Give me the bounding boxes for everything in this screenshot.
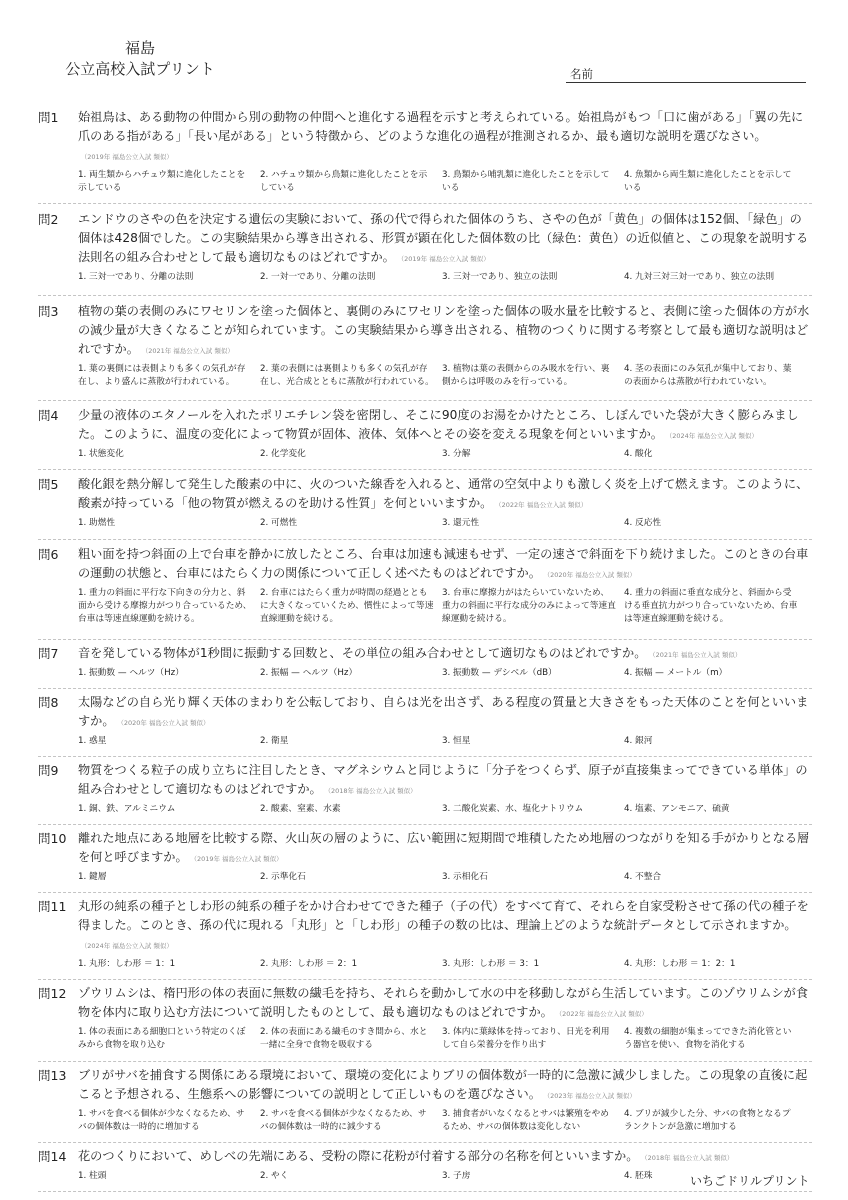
choice-option-3[interactable]: 3. 鳥類から哺乳類に進化したことを示している bbox=[442, 170, 610, 193]
question-text bbox=[78, 644, 812, 665]
choice-option-3[interactable]: 3. 捕食者がいなくなるとサバは繁殖をやめるため、サバの個体数は変化しない bbox=[442, 1109, 609, 1132]
question-number: 問2 bbox=[38, 212, 59, 227]
choice-row bbox=[78, 587, 812, 626]
choice-option-1[interactable]: 1. 丸形：しわ形 ＝ 1：1 bbox=[78, 959, 176, 969]
question-source: （2019年 福島公立入試 類似） bbox=[193, 855, 283, 863]
question-source: （2018年 福島公立入試 類似） bbox=[327, 787, 417, 795]
question-stem: 音を発している物体が1秒間に振動する回数と、その単位の組み合わせとして適切なものはどれですか。 bbox=[78, 646, 647, 660]
choice-option-4[interactable]: 4. 銀河 bbox=[624, 736, 653, 746]
choice-option-3[interactable]: 3. 振動数 — デシベル（dB） bbox=[442, 668, 557, 678]
choice-option-2[interactable]: 2. 振幅 — ヘルツ（Hz） bbox=[260, 668, 358, 678]
question-source: （2021年 福島公立入試 類似） bbox=[144, 347, 234, 355]
question-body bbox=[78, 644, 812, 680]
footer-brand: いちごドリルプリント bbox=[690, 1174, 810, 1188]
choice-option-2[interactable]: 2. 化学変化 bbox=[260, 449, 306, 459]
question-number: 問12 bbox=[38, 986, 67, 1001]
question-body bbox=[78, 108, 812, 195]
question-body bbox=[78, 1066, 812, 1134]
question-number: 問10 bbox=[38, 831, 67, 846]
choice-option-3[interactable]: 3. 分解 bbox=[442, 449, 471, 459]
choice-option-3[interactable]: 3. 還元性 bbox=[442, 518, 480, 528]
title-subject: 公立高校入試プリント bbox=[65, 60, 215, 78]
choice-option-2[interactable]: 2. 衛星 bbox=[260, 736, 289, 746]
choice-option-2[interactable]: 2. 丸形：しわ形 ＝ 2：1 bbox=[260, 959, 358, 969]
choice-option-1[interactable]: 1. 銅、鉄、アルミニウム bbox=[78, 804, 176, 814]
choice-row bbox=[78, 1026, 812, 1052]
choice-option-4[interactable]: 4. 丸形：しわ形 ＝ 1：2：1 bbox=[624, 959, 736, 969]
choice-option-1[interactable]: 1. 重力の斜面に平行な下向きの分力と、斜面から受ける摩擦力がつり合っているため、台車は等速直線運動を続ける。 bbox=[78, 588, 252, 624]
question-text bbox=[78, 108, 812, 167]
choice-option-3[interactable]: 3. 二酸化炭素、水、塩化ナトリウム bbox=[442, 804, 584, 814]
question-number: 問4 bbox=[38, 408, 59, 423]
choice-row bbox=[78, 363, 812, 389]
choice-option-1[interactable]: 1. 鍵層 bbox=[78, 872, 107, 882]
choice-option-4[interactable]: 4. 酸化 bbox=[624, 449, 653, 459]
question-source: （2020年 福島公立入試 類似） bbox=[546, 571, 636, 579]
choice-row bbox=[78, 169, 812, 195]
question-number: 問14 bbox=[38, 1149, 67, 1164]
question-stem: 植物の葉の表側のみにワセリンを塗った個体と、裏側のみにワセリンを塗った個体の吸水量を比較すると、表側に塗った個体の方が水の減少量が大きくなることが知られています。この実験結果から導き出される、植物のつくりに関する考察として最も適切な説明はどれですか。 bbox=[78, 304, 810, 356]
choice-option-1[interactable]: 1. サバを食べる個体が少なくなるため、サバの個体数は一時的に増加する bbox=[78, 1109, 245, 1132]
choice-option-4[interactable]: 4. 重力の斜面に垂直な成分と、斜面から受ける垂直抗力がつり合っていないため、台車は等速直線運動を続ける。 bbox=[624, 588, 798, 624]
choice-row bbox=[78, 735, 812, 748]
question-number: 問8 bbox=[38, 695, 59, 710]
question-number: 問5 bbox=[38, 477, 59, 492]
choice-option-2[interactable]: 2. 葉の表側には裏側よりも多くの気孔が存在し、光合成とともに蒸散が行われている。 bbox=[260, 364, 434, 387]
question-stem: 太陽などの自ら光り輝く天体のまわりを公転しており、自らは光を出さず、ある程度の質量と大きさをもった天体のことを何といいますか。 bbox=[78, 695, 809, 728]
question-body bbox=[78, 829, 812, 884]
choice-option-3[interactable]: 3. 三対一であり、独立の法則 bbox=[442, 272, 558, 282]
choice-option-1[interactable]: 1. 葉の裏側には表側よりも多くの気孔が存在し、より盛んに蒸散が行われている。 bbox=[78, 364, 246, 387]
question-body bbox=[78, 302, 812, 389]
question-body bbox=[78, 475, 812, 530]
choice-row bbox=[78, 1108, 812, 1134]
choice-option-4[interactable]: 4. 振幅 — メートル（m） bbox=[624, 668, 728, 678]
question-item bbox=[38, 689, 812, 757]
question-item bbox=[38, 401, 812, 470]
question-item bbox=[38, 102, 812, 204]
choice-option-3[interactable]: 3. 体内に葉緑体を持っており、日光を利用して自ら栄養分を作り出す bbox=[442, 1027, 610, 1050]
choice-option-3[interactable]: 3. 子房 bbox=[442, 1171, 471, 1181]
choice-row bbox=[78, 958, 812, 971]
choice-option-2[interactable]: 2. やく bbox=[260, 1171, 289, 1181]
choice-row bbox=[78, 667, 812, 680]
question-number: 問1 bbox=[38, 110, 59, 125]
question-body bbox=[78, 984, 812, 1052]
question-text bbox=[78, 406, 812, 446]
question-source: （2024年 福島公立入試 類似） bbox=[84, 942, 173, 950]
choice-option-2[interactable]: 2. 台車にはたらく重力が時間の経過とともに大きくなっていくため、慣性によって等速直線運動を続ける。 bbox=[260, 588, 434, 624]
question-text bbox=[78, 545, 812, 585]
question-number: 問3 bbox=[38, 304, 59, 319]
choice-option-2[interactable]: 2. 示準化石 bbox=[260, 872, 306, 882]
question-text bbox=[78, 1147, 812, 1168]
question-text bbox=[78, 210, 812, 269]
choice-option-4[interactable]: 4. 複数の細胞が集まってできた消化管という器官を使い、食物を消化する bbox=[624, 1027, 792, 1050]
choice-row bbox=[78, 271, 812, 284]
choice-option-1[interactable]: 1. 状態変化 bbox=[78, 449, 124, 459]
choice-option-1[interactable]: 1. 体の表面にある細胞口という特定のくぼみから食物を取り込む bbox=[78, 1027, 246, 1050]
question-stem: 丸形の純系の種子としわ形の純系の種子をかけ合わせてできた種子（子の代）をすべて育て、それらを自家受粉させて孫の代の種子を得ました。このとき、孫の代に現れる「丸形」と「しわ形」の種子の数の比は、理論上どのような統計データとして示されますか。 bbox=[78, 899, 809, 932]
question-body bbox=[78, 761, 812, 816]
question-stem: 物質をつくる粒子の成り立ちに注目したとき、マグネシウムと同じように「分子をつくらず、原子が直接集まってできている単体」の組み合わせとして適切なものはどれですか。 bbox=[78, 763, 808, 796]
print-title bbox=[0, 38, 280, 80]
question-source: （2019年 福島公立入試 類似） bbox=[400, 255, 490, 263]
question-item bbox=[38, 640, 812, 689]
name-label: 名前 bbox=[570, 67, 593, 81]
choice-option-2[interactable]: 2. 酸素、窒素、水素 bbox=[260, 804, 341, 814]
question-body bbox=[78, 406, 812, 461]
question-item bbox=[38, 540, 812, 640]
choice-option-2[interactable]: 2. 体の表面にある繊毛のすき間から、水と一緒に全身で食物を吸収する bbox=[260, 1027, 428, 1050]
question-item bbox=[38, 893, 812, 980]
choice-option-4[interactable]: 4. 九対三対三対一であり、独立の法則 bbox=[624, 272, 775, 282]
choice-option-4[interactable]: 4. 胚珠 bbox=[624, 1171, 653, 1181]
choice-row bbox=[78, 517, 812, 530]
choice-row bbox=[78, 448, 812, 461]
choice-option-1[interactable]: 1. 助燃性 bbox=[78, 518, 116, 528]
question-source: （2018年 福島公立入試 類似） bbox=[644, 1154, 734, 1162]
question-body bbox=[78, 210, 812, 284]
question-source: （2021年 福島公立入試 類似） bbox=[652, 651, 742, 659]
question-source: （2023年 福島公立入試 類似） bbox=[546, 1092, 636, 1100]
question-number: 問9 bbox=[38, 763, 59, 778]
question-source: （2022年 福島公立入試 類似） bbox=[558, 1010, 648, 1018]
question-text bbox=[78, 302, 812, 361]
question-source: （2020年 福島公立入試 類似） bbox=[120, 719, 210, 727]
choice-row bbox=[78, 803, 812, 816]
question-text bbox=[78, 897, 812, 956]
choice-option-1[interactable]: 1. 振動数 — ヘルツ（Hz） bbox=[78, 668, 184, 678]
question-item bbox=[38, 1062, 812, 1143]
question-item bbox=[38, 204, 812, 296]
question-text bbox=[78, 1066, 812, 1106]
choice-option-2[interactable]: 2. 可燃性 bbox=[260, 518, 298, 528]
choice-option-1[interactable]: 1. 三対一であり、分離の法則 bbox=[78, 272, 194, 282]
question-text bbox=[78, 829, 812, 869]
question-stem: 離れた地点にある地層を比較する際、火山灰の層のように、広い範囲に短期間で堆積したため地層のつながりを知る手がかりとなる層を何と呼びますか。 bbox=[78, 831, 810, 864]
question-stem: ゾウリムシは、楕円形の体の表面に無数の繊毛を持ち、それらを動かして水の中を移動しながら生活しています。このゾウリムシが食物を体内に取り込む方法について説明したものとして、最も適切なものはどれですか。 bbox=[78, 986, 809, 1019]
question-stem: 花のつくりにおいて、めしべの先端にある、受粉の際に花粉が付着する部分の名称を何といいますか。 bbox=[78, 1149, 639, 1163]
question-number: 問11 bbox=[38, 899, 67, 914]
title-region: 福島 bbox=[124, 39, 155, 57]
question-stem: 酸化銀を熱分解して発生した酸素の中に、火のついた線香を入れると、通常の空気中よりも激しく炎を上げて燃えます。このように、酸素が持っている「他の物質が燃えるのを助ける性質」を何といいますか。 bbox=[78, 477, 809, 510]
choice-option-1[interactable]: 1. 惑星 bbox=[78, 736, 107, 746]
question-item bbox=[38, 470, 812, 540]
choice-option-3[interactable]: 3. 恒星 bbox=[442, 736, 471, 746]
question-source: （2022年 福島公立入試 類似） bbox=[498, 501, 588, 509]
question-text bbox=[78, 984, 812, 1024]
question-source: （2024年 福島公立入試 類似） bbox=[669, 432, 758, 440]
question-text bbox=[78, 693, 812, 733]
name-field[interactable] bbox=[566, 62, 806, 83]
question-stem: エンドウのさやの色を決定する遺伝の実験において、孫の代で得られた個体のうち、さやの色が「黄色」の個体は152個、「緑色」の個体は428個でした。この実験結果から導き出される、形質が顕在化した個体数の比（緑色：黄色）の近似値と、この現象を説明する法則名の組み合わせとして最も適切なものはどれですか。 bbox=[78, 212, 809, 264]
choice-option-4[interactable]: 4. 茎の表面にのみ気孔が集中しており、葉の表面からは蒸散が行われていない。 bbox=[624, 364, 792, 387]
choice-option-3[interactable]: 3. 台車に摩擦力がはたらいていないため、重力の斜面に平行な成分のみによって等速直線運動を続ける。 bbox=[442, 588, 616, 624]
question-source: （2019年 福島公立入試 類似） bbox=[84, 153, 173, 161]
question-stem: 始祖鳥は、ある動物の仲間から別の動物の仲間へと進化する過程を示すと考えられている。始祖鳥がもつ「口に歯がある」「翼の先に爪のある指がある」「長い尾がある」という特徴から、どのような進化の過程が推測されるか、最も適切な説明を選びなさい。 bbox=[78, 110, 804, 143]
choice-option-2[interactable]: 2. 一対一であり、分離の法則 bbox=[260, 272, 376, 282]
choice-option-4[interactable]: 4. 塩素、アンモニア、硫黄 bbox=[624, 804, 730, 814]
choice-option-4[interactable]: 4. 魚類から両生類に進化したことを示している bbox=[624, 170, 792, 193]
question-stem: ブリがサバを捕食する関係にある環境において、環境の変化によりブリの個体数が一時的に急激に減少しました。この現象の直後に起こると予想される、生態系への影響についての説明として正しいものを選びなさい。 bbox=[78, 1068, 808, 1101]
choice-option-4[interactable]: 4. 不整合 bbox=[624, 872, 662, 882]
choice-option-1[interactable]: 1. 柱頭 bbox=[78, 1171, 107, 1181]
question-number: 問13 bbox=[38, 1068, 67, 1083]
question-item bbox=[38, 825, 812, 893]
question-text bbox=[78, 475, 812, 515]
question-number: 問7 bbox=[38, 646, 59, 661]
choice-option-3[interactable]: 3. 植物は葉の表側からのみ吸水を行い、裏側からは呼吸のみを行っている。 bbox=[442, 364, 610, 387]
question-item bbox=[38, 296, 812, 401]
choice-option-3[interactable]: 3. 丸形：しわ形 ＝ 3：1 bbox=[442, 959, 540, 969]
choice-option-3[interactable]: 3. 示相化石 bbox=[442, 872, 488, 882]
question-stem: 粗い面を持つ斜面の上で台車を静かに放したところ、台車は加速も減速もせず、一定の速さで斜面を下り続けました。このときの台車の運動の状態と、台車にはたらく力の関係について正しく述べたものはどれですか。 bbox=[78, 547, 809, 580]
choice-row bbox=[78, 871, 812, 884]
choice-option-4[interactable]: 4. ブリが減少した分、サバの食物となるプランクトンが急激に増加する bbox=[624, 1109, 791, 1132]
question-text bbox=[78, 761, 812, 801]
question-number: 問6 bbox=[38, 547, 59, 562]
question-body bbox=[78, 693, 812, 748]
question-body bbox=[78, 897, 812, 971]
choice-option-1[interactable]: 1. 両生類からハチュウ類に進化したことを示している bbox=[78, 170, 246, 193]
question-body bbox=[78, 545, 812, 626]
question-item bbox=[38, 757, 812, 825]
question-list bbox=[38, 102, 812, 1192]
choice-option-2[interactable]: 2. サバを食べる個体が少なくなるため、サバの個体数は一時的に減少する bbox=[260, 1109, 427, 1132]
choice-option-4[interactable]: 4. 反応性 bbox=[624, 518, 662, 528]
question-stem: 少量の液体のエタノールを入れたポリエチレン袋を密閉し、そこに90度のお湯をかけたところ、しぼんでいた袋が大きく膨らみました。このように、温度の変化によって物質が固体、液体、気体へとその姿を変える現象を何といいますか。 bbox=[78, 408, 799, 441]
question-item bbox=[38, 980, 812, 1062]
choice-option-2[interactable]: 2. ハチュウ類から鳥類に進化したことを示している bbox=[260, 170, 428, 193]
